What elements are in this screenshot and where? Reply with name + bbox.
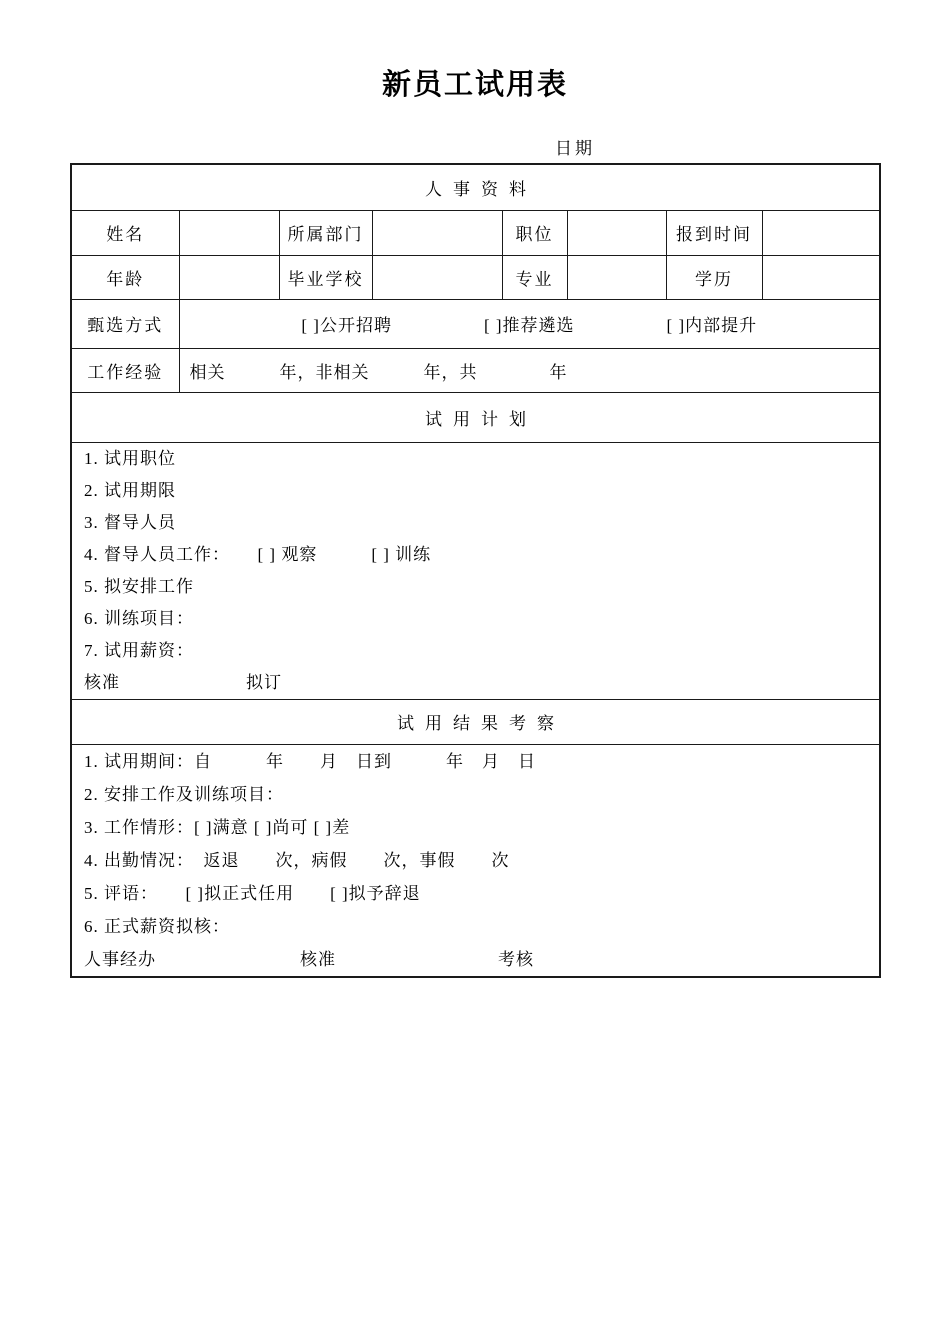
section-row-trial-result xyxy=(71,699,880,744)
section-header-personnel: 人事资料 xyxy=(71,164,880,210)
major-label: 专业 xyxy=(502,255,567,299)
school-value-cell xyxy=(372,255,502,299)
section-header-trial-plan: 试用计划 xyxy=(71,392,880,442)
position-label: 职位 xyxy=(502,210,567,255)
department-value-cell xyxy=(372,210,502,255)
personnel-row-2 xyxy=(71,255,880,299)
result-line-work-training: 2. 安排工作及训练项目： xyxy=(84,784,284,804)
section-row-trial-plan xyxy=(71,392,880,442)
work-experience-row xyxy=(71,348,880,392)
option-internal-promotion: [ ]内部提升 xyxy=(666,316,758,335)
result-line-evaluation: 5. 评语： [ ]拟正式任用 [ ]拟予辞退 xyxy=(84,883,421,903)
selection-method-row xyxy=(71,299,880,348)
work-experience-label: 工作经验 xyxy=(71,348,179,392)
option-open-recruitment: [ ]公开招聘 xyxy=(301,316,392,335)
section-header-trial-result: 试用结果考察 xyxy=(71,699,880,744)
department-label: 所属部门 xyxy=(279,210,372,255)
school-label: 毕业学校 xyxy=(279,255,372,299)
plan-line-trial-salary: 7. 试用薪资： xyxy=(84,640,194,660)
document-title: 新员工试用表 xyxy=(381,69,568,101)
result-line-trial-dates: 1. 试用期间：自 年 月 日到 年 月 日 xyxy=(84,751,536,771)
name-value-cell xyxy=(179,210,279,255)
section-row-personnel xyxy=(71,164,880,210)
trial-form-table xyxy=(70,163,881,978)
option-recommendation: [ ]推荐遴选 xyxy=(483,316,575,335)
selection-options-cell xyxy=(179,299,880,348)
trial-result-content-row xyxy=(71,744,880,977)
plan-line-arranged-work: 5. 拟安排工作 xyxy=(84,576,194,596)
selection-options xyxy=(180,311,880,336)
plan-line-supervisor: 3. 督导人员 xyxy=(84,512,176,532)
work-experience-text: 相关 年，非相关 年，共 年 xyxy=(179,348,880,392)
plan-line-supervisor-work: 4. 督导人员工作： [ ] 观察 [ ] 训练 xyxy=(84,544,432,564)
selection-method-label: 甄选方式 xyxy=(71,299,179,348)
date-label: 日期 xyxy=(555,139,595,158)
plan-line-approval-draft: 核准 拟订 xyxy=(84,672,282,692)
trial-plan-content-row xyxy=(71,442,880,699)
trial-plan-content-cell xyxy=(71,442,880,699)
result-line-attendance: 4. 出勤情况： 返退 次，病假 次，事假 次 xyxy=(84,850,510,870)
report-time-label: 报到时间 xyxy=(666,210,762,255)
report-time-value-cell xyxy=(762,210,880,255)
trial-result-content-cell xyxy=(71,744,880,977)
name-label: 姓名 xyxy=(71,210,179,255)
plan-line-period: 2. 试用期限 xyxy=(84,480,176,500)
position-value-cell xyxy=(567,210,666,255)
plan-line-training-items: 6. 训练项目： xyxy=(84,608,194,628)
age-label: 年龄 xyxy=(71,255,179,299)
result-line-work-performance: 3. 工作情形：[ ]满意 [ ]尚可 [ ]差 xyxy=(84,817,351,837)
education-label: 学历 xyxy=(666,255,762,299)
age-value-cell xyxy=(179,255,279,299)
education-value-cell xyxy=(762,255,880,299)
result-line-formal-salary: 6. 正式薪资拟核： xyxy=(84,916,230,936)
plan-line-position: 1. 试用职位 xyxy=(84,448,176,468)
personnel-row-1 xyxy=(71,210,880,255)
result-line-signatures: 人事经办 核准 考核 xyxy=(84,949,534,969)
major-value-cell xyxy=(567,255,666,299)
